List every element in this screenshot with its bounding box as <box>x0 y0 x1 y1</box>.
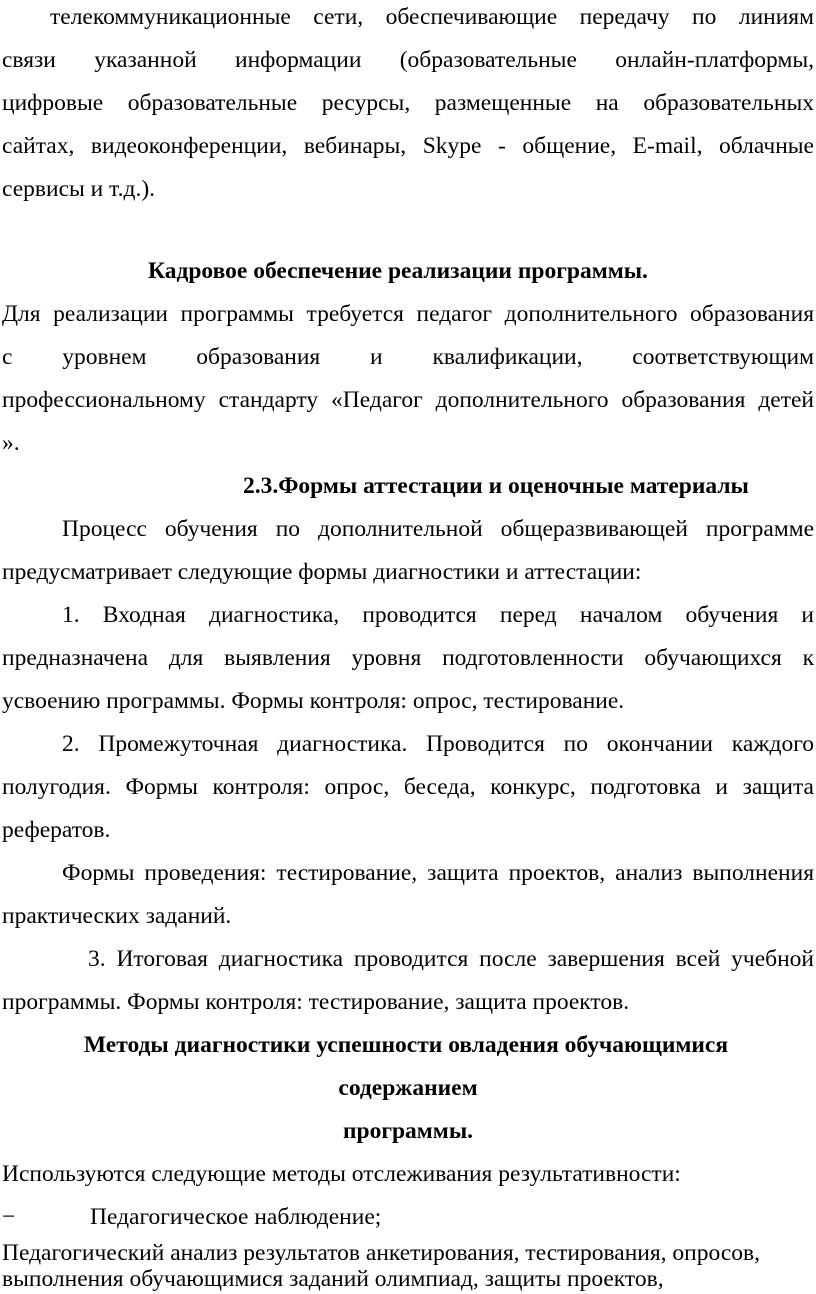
methods-heading: содержанием <box>338 1075 478 1101</box>
paragraph-line: практических заданий. <box>2 903 232 929</box>
list-item-line: 1. Входная диагностика, проводится перед началом обучения и <box>62 602 814 628</box>
section-heading: 2.3.Формы аттестации и оценочные материалы <box>243 473 749 499</box>
list-item-line: программы. Формы контроля: тестирование, защита проектов. <box>2 989 630 1015</box>
list-item-line: 2. Промежуточная диагностика. Проводится по окончании каждого <box>62 731 814 757</box>
paragraph-line: с уровнем образования и квалификации, соответствующим <box>2 344 814 370</box>
paragraph-line: сайтах, видеоконференции, вебинары, Skype - общение, E-mail, облачные <box>2 133 814 159</box>
paragraph-line: Формы проведения: тестирование, защита проектов, анализ выполнения <box>62 860 814 886</box>
bullet-item: Педагогическое наблюдение; <box>90 1204 382 1230</box>
list-item-line: предназначена для выявления уровня подготовленности обучающихся к <box>2 645 814 671</box>
paragraph-line: ». <box>2 430 20 456</box>
list-item-line: 3. Итоговая диагностика проводится после завершения всей учебной <box>88 946 814 972</box>
bullet-marker: − <box>2 1204 16 1230</box>
paragraph-line: выполнения обучающимися заданий олимпиад, защиты проектов, <box>2 1266 664 1292</box>
list-item-line: полугодия. Формы контроля: опрос, беседа, конкурс, подготовка и защита <box>2 774 814 800</box>
paragraph-line: профессиональному стандарту «Педагог дополнительного образования детей <box>2 387 814 413</box>
paragraph-line: предусматривает следующие формы диагностики и аттестации: <box>2 559 642 585</box>
methods-heading: Методы диагностики успешности овладения обучающимися <box>83 1032 729 1058</box>
methods-heading: программы. <box>342 1118 474 1144</box>
paragraph-line: сервисы и т.д.). <box>2 176 156 202</box>
staffing-heading: Кадровое обеспечение реализации программы. <box>148 258 648 284</box>
paragraph-line: Используются следующие методы отслеживания результативности: <box>2 1161 681 1187</box>
list-item-line: усвоению программы. Формы контроля: опрос, тестирование. <box>2 688 625 714</box>
paragraph-line: Педагогический анализ результатов анкетирования, тестирования, опросов, <box>2 1240 760 1266</box>
paragraph-line: цифровые образовательные ресурсы, размещенные на образовательных <box>2 90 814 116</box>
paragraph-line: телекоммуникационные сети, обеспечивающие передачу по линиям <box>50 4 814 30</box>
paragraph-line: связи указанной информации (образовательные онлайн-платформы, <box>2 47 814 73</box>
paragraph-line: Процесс обучения по дополнительной общеразвивающей программе <box>62 516 814 542</box>
list-item-line: рефератов. <box>2 817 111 843</box>
paragraph-line: Для реализации программы требуется педагог дополнительного образования <box>2 301 814 327</box>
